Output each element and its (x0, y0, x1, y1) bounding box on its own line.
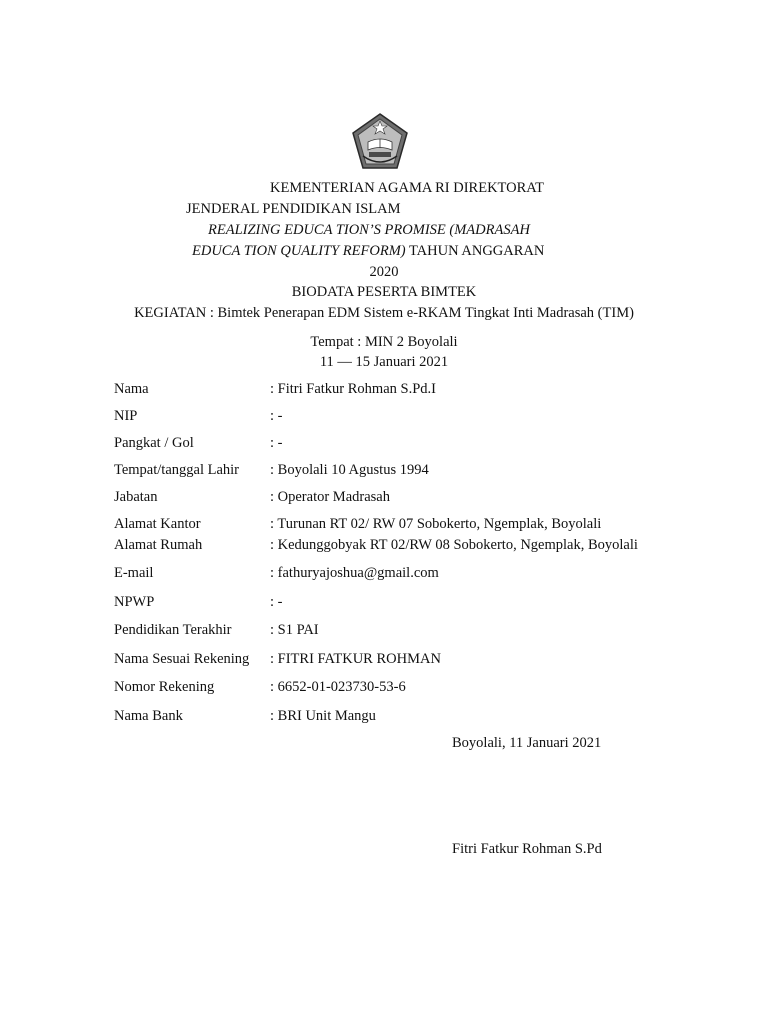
activity-line: KEGIATAN : Bimtek Penerapan EDM Sistem e-RKAM Tingkat Inti Madrasah (TIM) (134, 305, 634, 321)
signature-place-date: Boyolali, 11 Januari 2021 (452, 735, 602, 751)
field-label-npwp: NPWP (114, 594, 155, 610)
header-line-4-rest: TAHUN ANGGARAN (405, 243, 545, 259)
header-line-4-italic: EDUCA TION QUALITY REFORM) (192, 243, 406, 259)
field-value-nama: : Fitri Fatkur Rohman S.Pd.I (270, 381, 436, 397)
field-label-ttl: Tempat/tanggal Lahir (114, 462, 240, 478)
field-label-nama: Nama (114, 381, 149, 397)
field-value-alamat-kantor: : Turunan RT 02/ RW 07 Sobokerto, Ngemplak, Boyolali (270, 516, 602, 532)
field-value-nama-rekening: : FITRI FATKUR ROHMAN (270, 651, 441, 667)
field-value-ttl: : Boyolali 10 Agustus 1994 (270, 462, 429, 478)
field-label-alamat-kantor: Alamat Kantor (114, 516, 201, 532)
field-value-nama-bank: : BRI Unit Mangu (270, 708, 376, 724)
field-label-pangkat: Pangkat / Gol (114, 435, 194, 451)
field-label-nama-bank: Nama Bank (114, 708, 183, 724)
date-range-line: 11 — 15 Januari 2021 (319, 354, 449, 370)
signature-name: Fitri Fatkur Rohman S.Pd (452, 841, 602, 857)
field-value-jabatan: : Operator Madrasah (270, 489, 390, 505)
field-value-nip: : - (270, 408, 283, 424)
field-label-jabatan: Jabatan (114, 489, 158, 505)
field-value-pendidikan: : S1 PAI (270, 622, 319, 638)
kemenag-logo-icon (351, 112, 409, 174)
field-value-alamat-rumah: : Kedunggobyak RT 02/RW 08 Sobokerto, Ngemplak, Boyolali (270, 537, 638, 553)
field-label-alamat-rumah: Alamat Rumah (114, 537, 203, 553)
header-line-1: KEMENTERIAN AGAMA RI DIREKTORAT (270, 180, 545, 196)
place-line: Tempat : MIN 2 Boyolali (310, 334, 458, 350)
field-label-nip: NIP (114, 408, 138, 424)
field-label-email: E-mail (114, 565, 154, 581)
field-label-pendidikan: Pendidikan Terakhir (114, 622, 232, 638)
field-value-nomor-rekening: : 6652-01-023730-53-6 (270, 679, 406, 695)
header-line-3: REALIZING EDUCA TION’S PROMISE (MADRASAH (208, 222, 530, 238)
field-label-nama-rekening: Nama Sesuai Rekening (114, 651, 250, 667)
header-year: 2020 (369, 264, 399, 280)
field-label-nomor-rekening: Nomor Rekening (114, 679, 215, 695)
document-title: BIODATA PESERTA BIMTEK (291, 284, 477, 300)
header-line-4 (192, 243, 544, 260)
header-line-2: JENDERAL PENDIDIKAN ISLAM (186, 201, 401, 217)
field-value-pangkat: : - (270, 435, 283, 451)
field-value-email: : fathuryajoshua@gmail.com (270, 565, 439, 581)
field-value-npwp: : - (270, 594, 283, 610)
